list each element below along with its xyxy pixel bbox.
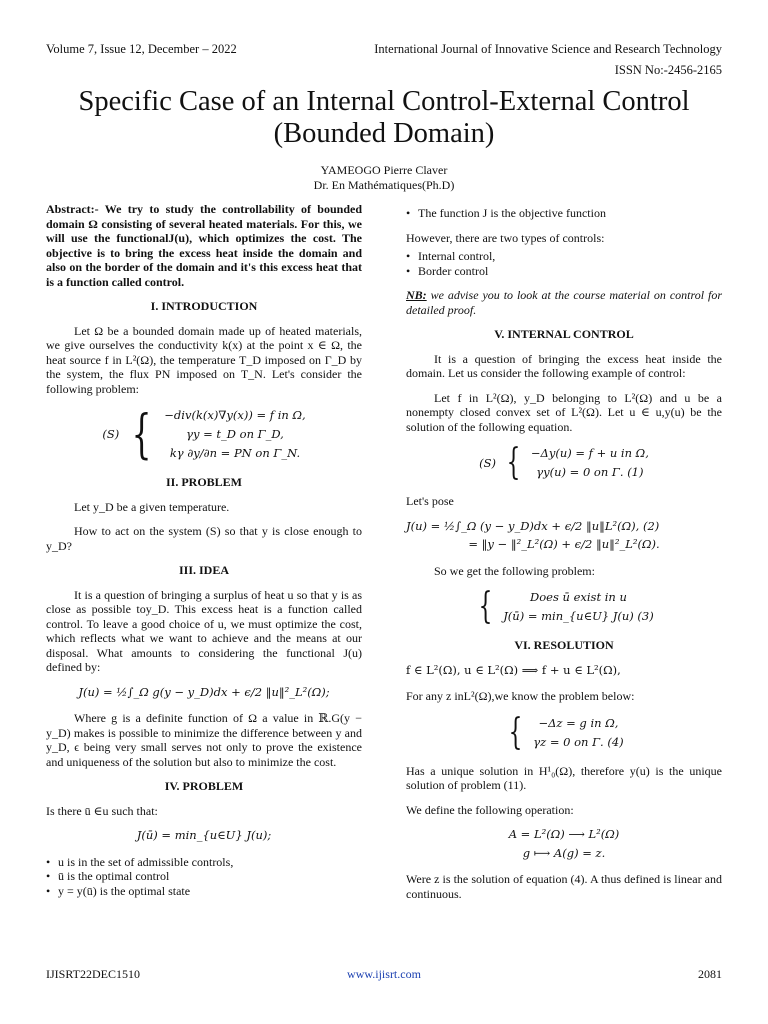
left-column [46,202,362,908]
list-item: • u is in the set of admissible controls, [46,855,362,870]
list-item: • Internal control, [406,249,722,264]
system-line: Does ū exist in u [530,590,627,604]
system-label: (S) [479,455,496,470]
journal-issn: ISSN No:-2456-2165 [614,63,722,77]
system-line: −div(k(x)∇y(x)) = f in Ω, [164,408,306,422]
problem2-text: Is there ū ∈u such that: [46,803,158,818]
idea-text: It is a question of bringing a surplus of heat u so that y is as close as possible toy_D. This excess heat is a function called control. To leave a good choice of u, we must optimize the cost, which reflects what we want to achieve and the means at our disposal. What amounts to considering the functional J(u) defined by: [46,587,362,674]
system-line: J(ū) = min_{u∈U} J(u) (3) [503,609,654,623]
problem-paragraph: Let y_D be a given temperature. [74,499,230,514]
section-heading-introduction: I. INTRODUCTION [150,299,258,313]
resolution-paragraph: For any z inL²(Ω),we know the problem below: [406,689,635,703]
left-brace-icon: { [508,711,523,753]
optimal-control-equation: J(ū) = min_{u∈U} J(u); [136,828,272,842]
resolution-paragraph: We define the following operation: [406,802,574,817]
system-line: γy(u) = 0 on Γ. (1) [536,465,644,479]
section-heading-problem-2: IV. PROBLEM [164,779,244,793]
section-heading-internal-control: V. INTERNAL CONTROL [494,327,634,341]
nb-label: NB: [406,288,427,302]
paper-title: Specific Case of an Internal Control-External Control (Bounded Domain) [78,86,690,149]
journal-volume: Volume 7, Issue 12, December – 2022 [46,42,237,56]
list-item: • Border control [406,264,722,279]
left-brace-icon: { [506,442,521,483]
left-brace-icon: { [478,586,493,627]
idea-text-2: Where g is a definite function of Ω a value in ℝ.G(y − y_D) makes is possible to minimize the difference between y and y_D, ϵ being very small serves not only to prove the existence and uniqueness of the solution but also to minimize the cost. [46,711,362,769]
system-line: γz = 0 on Γ. (4) [533,734,624,749]
section-heading-idea: III. IDEA [178,563,229,577]
operator-line-1: A = L²(Ω) ⟶ L²(Ω) [508,827,620,841]
author-affiliation: Dr. En Mathématiques(Ph.D) [313,178,455,192]
functional-equation: J(u) = ½∫_Ω g(y − y_D)dx + ϵ/2 ‖u‖²_L²(Ω); [78,684,330,699]
system-label: (S) [102,427,120,442]
internal-paragraph: It is a question of bringing the excess heat inside the domain. Let us consider the following example of control: [406,351,722,380]
section-heading-resolution: VI. RESOLUTION [514,638,614,652]
resolution-paragraph: Were z is the solution of equation (4). A thus defined is linear and continuous. [406,872,722,901]
author-name: YAMEOGO Pierre Claver [320,163,448,177]
equation-4 [406,711,722,753]
abstract: Abstract:- We try to study the controllability of bounded domain Ω consisting of several heated materials. For this, we will use the functionalJ(u), which optimizes the cost. The objective is to bring the excess heat inside the domain and also on the border of the domain and it's this excess heat that is a function called control. [46,202,362,289]
bullet-list [46,855,362,899]
get-problem-text: So we get the following problem: [434,563,595,578]
system-line: −Δz = g in Ω, [538,715,619,730]
operator-line-2: g ⟼ A(g) = z. [522,845,606,860]
problem-paragraph: How to act on the system (S) so that y is close enough to y_D? [46,524,362,553]
resolution-paragraph: Has a unique solution in H¹₀(Ω), therefore y(u) is the unique solution of problem (11). [406,763,722,792]
equation-3 [406,588,722,626]
list-item: • The function J is the objective function [406,206,722,221]
section-heading-problem: II. PROBLEM [165,475,242,489]
nb-note [406,288,722,317]
system-line: kγ ∂y/∂n = PN on Γ_N. [169,446,301,460]
equation-1 [406,444,722,482]
footer-paper-id: IJISRT22DEC1510 [46,967,140,981]
pose-text: Let's pose [406,494,454,508]
author-block [0,163,768,193]
left-brace-icon: { [131,404,152,465]
list-item: • y = y(ū) is the optimal state [46,884,362,899]
equation-2-line-2: = ‖y − ‖²_L²(Ω) + ϵ/2 ‖u‖²_L²(Ω). [468,537,660,551]
internal-paragraph: Let f in L²(Ω), y_D belonging to L²(Ω) and u be a nonempty closed convex set of L²(Ω). Let u ∈ u,y(u) be the solution of the following equation. [406,390,722,434]
equation-2-line-1: J(u) = ½∫_Ω (y − y_D)dx + ϵ/2 ‖u‖L²(Ω), (2) [406,518,660,533]
controls-list [406,249,722,278]
footer-page-number: 2081 [698,967,722,981]
resolution-equation: f ∈ L²(Ω), u ∈ L²(Ω) ⟹ f + u ∈ L²(Ω), [406,662,621,677]
equation-system-s [46,406,362,463]
controls-intro: However, there are two types of controls: [406,230,605,245]
system-line: −Δy(u) = f + u in Ω, [530,446,649,460]
list-item: • ū is the optimal control [46,869,362,884]
system-line: γy = t_D on Γ_D, [186,427,284,441]
journal-name: International Journal of Innovative Science and Research Technology [374,42,722,56]
footer-url-link[interactable]: www.ijisrt.com [347,967,421,981]
right-column [406,202,722,911]
bullet-list [406,206,722,221]
nb-text: we advise you to look at the course material on control for detailed proof. [406,288,722,317]
introduction-text: Let Ω be a bounded domain made up of heated materials, we give ourselves the conductivity k(x) at the point x ∈ Ω, the heat source f in L²(Ω), the temperature T_D imposed on Γ_D by the system, the flux PN imposed on T_N. Let's consider the following problem: [46,323,362,396]
